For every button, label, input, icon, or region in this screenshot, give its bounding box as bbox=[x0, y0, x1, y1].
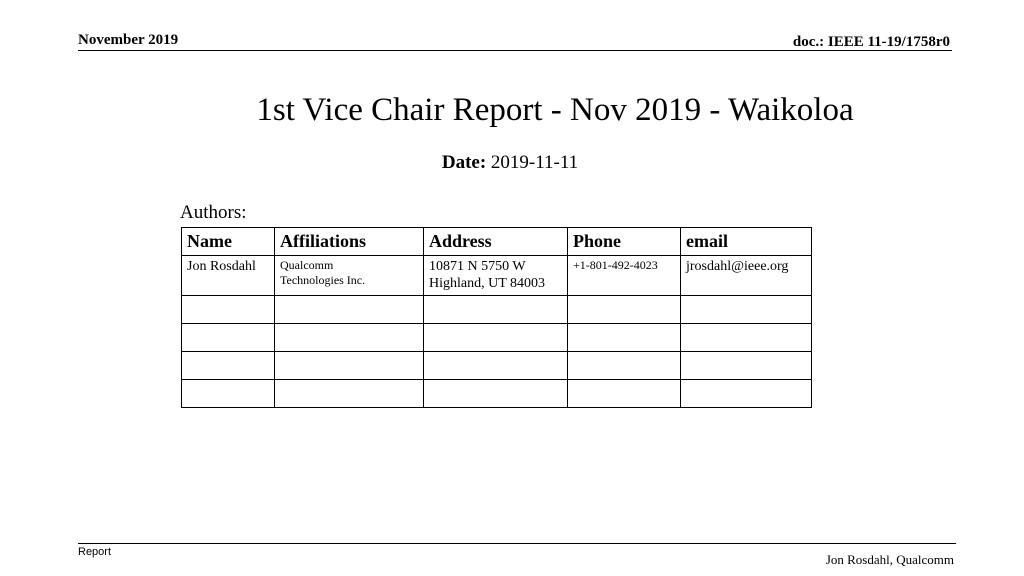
empty-cell bbox=[275, 352, 424, 380]
empty-cell bbox=[182, 352, 275, 380]
footer-label: Report bbox=[78, 546, 112, 558]
empty-cell bbox=[424, 296, 568, 324]
table-row bbox=[182, 324, 812, 352]
empty-cell bbox=[424, 324, 568, 352]
footer-divider bbox=[78, 543, 956, 544]
date-label: Date: bbox=[441, 152, 487, 173]
table-row bbox=[182, 380, 812, 408]
empty-cell bbox=[275, 296, 424, 324]
address-line: Highland, UT 84003 bbox=[429, 276, 546, 291]
author-affiliation-cell bbox=[275, 256, 424, 296]
author-email-cell: jrosdahl@ieee.org bbox=[681, 256, 812, 296]
empty-cell bbox=[182, 324, 275, 352]
header-doc-id: doc.: IEEE 11-19/1758r0 bbox=[792, 34, 950, 50]
column-header-email: email bbox=[681, 228, 812, 256]
empty-cell bbox=[681, 324, 812, 352]
authors-label: Authors: bbox=[180, 202, 247, 223]
empty-cell bbox=[182, 296, 275, 324]
authors-table bbox=[181, 227, 812, 408]
empty-cell bbox=[275, 324, 424, 352]
table-header-row bbox=[182, 228, 812, 256]
table-row bbox=[182, 296, 812, 324]
empty-cell bbox=[424, 352, 568, 380]
empty-cell bbox=[568, 352, 681, 380]
author-phone-cell: +1-801-492-4023 bbox=[568, 256, 681, 296]
affiliation-line: Qualcomm bbox=[280, 258, 334, 272]
empty-cell bbox=[182, 380, 275, 408]
author-address-cell bbox=[424, 256, 568, 296]
address-line: 10871 N 5750 W bbox=[429, 259, 526, 274]
empty-cell bbox=[275, 380, 424, 408]
empty-cell bbox=[681, 380, 812, 408]
header-divider bbox=[78, 50, 952, 51]
column-header-phone: Phone bbox=[568, 228, 681, 256]
empty-cell bbox=[681, 296, 812, 324]
table-row bbox=[182, 352, 812, 380]
slide-title: 1st Vice Chair Report - Nov 2019 - Waikoloa bbox=[256, 92, 854, 128]
affiliation-line: Technologies Inc. bbox=[280, 273, 366, 287]
column-header-name: Name bbox=[182, 228, 275, 256]
table-row bbox=[182, 256, 812, 296]
column-header-address: Address bbox=[424, 228, 568, 256]
column-header-affiliations: Affiliations bbox=[275, 228, 424, 256]
empty-cell bbox=[681, 352, 812, 380]
author-name-cell: Jon Rosdahl bbox=[182, 256, 275, 296]
empty-cell bbox=[568, 380, 681, 408]
footer-author: Jon Rosdahl, Qualcomm bbox=[825, 552, 954, 567]
header-date: November 2019 bbox=[78, 32, 179, 48]
date-line bbox=[0, 152, 1020, 174]
empty-cell bbox=[568, 324, 681, 352]
date-value: 2019-11-11 bbox=[490, 152, 579, 173]
empty-cell bbox=[568, 296, 681, 324]
empty-cell bbox=[424, 380, 568, 408]
